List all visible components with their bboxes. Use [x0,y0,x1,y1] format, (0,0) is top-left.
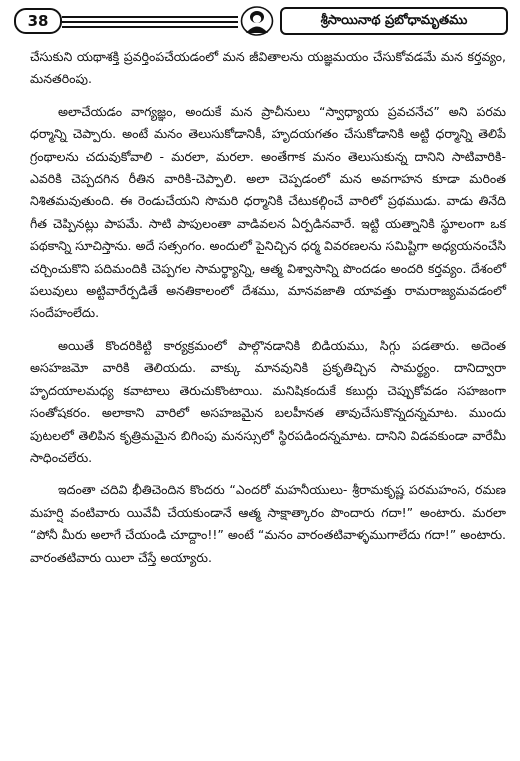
paragraph: అలాచేయడం వాగ్యజ్ఞం, అందుకే మన ప్రాచీనులు “స్వాధ్యాయ ప్రవచనేచ” అని పరమ ధర్మాన్ని చెప్పారు. అంటే మనం తెలుసుకోడానికీ, హృదయగతం చేసుకోడానికి అట్టి ధర్మాన్ని తెలిపే గ్రంథాలను చదువుకోవాలి - మరలా, మరలా. అంతేగాక మనం తెలుసుకున్న దానిని సాటివారికి-ఎవరికి చెప్పదగిన రీతిన వారికి-చెప్పాలి. అలా చెప్పడంలో మన అవగాహన కూడా మరింత నిశితమవుతుంది. ఈ రెండుచేయని సొమరి ధర్మానికి చేటుకల్గించే వారిలో ప్రథముడు. వాడు తినేది గీత చెప్పినట్లు పాపమే. సాటి పాపులంతా వాడివలన ఏర్పడినవారే. ఇట్టి యత్నానికి స్థూలంగా ఒక పథకాన్ని సూచిస్తాను. అదే సత్సంగం. అందులో పైనిచ్చిన ధర్మ వివరణలను సమిష్టిగా అధ్యయనంచేసి చర్చించుకొని పదిమందికి చెప్పగల సామర్థ్యాన్ని, ఆత్మ విశ్వాసాన్ని పొందడం అందరి కర్తవ్యం. దేశంలో పలువులు అట్టివారేర్పడితే అనతికాలంలో దేశము, మానవజాతి యావత్తు రామరాజ్యమవడంలో సందేహంలేదు. [30,103,506,321]
page-header [14,6,508,36]
header-rule [62,21,238,23]
header-rule [62,26,238,28]
header-rule [62,16,238,18]
page-body [30,46,506,569]
paragraph: ఇదంతా చదివి భీతిచెందిన కొందరు “ఎందరో మహనీయులు- శ్రీరామకృష్ణ పరమహంస, రమణ మహర్షి వంటివారు యివేవీ చేయకుండానే ఆత్మ సాక్షాత్కారం పొందారు గదా!” అంటారు. మరలా “పోనీ మీరు అలాగే చేయండి చూద్దాం!!” అంటే “మనం వారంతటివాళ్ళముగాలేదు గదా!” అంటారు. వారంతటివారు యిలా చేస్తే అయ్యారు. [30,482,506,565]
paragraph: అయితే కొందరికిట్టి కార్యక్రమంలో పాల్గొనడానికి బిడియము, సిగ్గు పడతారు. అదెంత అసహజమో వారికి తెలియదు. వాక్కు మానవునికి ప్రకృతిచ్చిన సామర్థ్యం. దానిద్వారా హృదయాలమధ్య కవాటాలు తెరుచుకొంటాయి. మనిషికందుకే కబుర్లు చెప్పుకోవడం సహజంగా సంతోషకరం. అలాకాని వారిలో అసహజమైన బలహీనత తావుచేసుకొన్నదన్నమాట. ముందు పుటలలో తెలిపిన కృత్రిమమైన బిగింపు మనస్సులో స్థిరపడిందన్నమాట. దానిని విడవకుండా వారేమీ సాధించలేరు. [30,337,506,465]
book-title: శ్రీసాయినాథ ప్రబోధామృతము [280,7,508,35]
page-number: 38 [14,8,62,34]
paragraph: చేసుకుని యథాశక్తి ప్రవర్తింపచేయడంలో మన జీవితాలను యజ్ఞమయం చేసుకోవడమే మన కర్తవ్యం, మనతరింపు. [30,49,506,87]
sai-baba-portrait-icon [240,6,274,36]
